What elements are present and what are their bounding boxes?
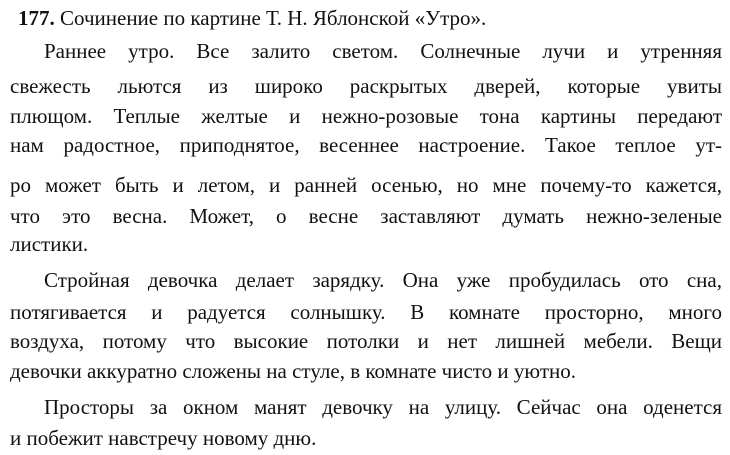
exercise-number: 177. — [18, 6, 55, 30]
paragraph-line: плющом. Теплые желтые и нежно-розовые тона картины передают — [10, 104, 722, 128]
paragraph-line: девочки аккуратно сложены на стуле, в комнате чисто и уютно. — [10, 359, 576, 383]
paragraph-line: воздуха, потому что высокие потолки и нет лишней мебели. Вещи — [10, 329, 722, 353]
paragraph-line: листики. — [10, 232, 89, 256]
paragraph-line: потягивается и радуется солнышку. В комнате просторно, много — [10, 300, 722, 324]
paragraph-line: Просторы за окном манят девочку на улицу. Сейчас она оденется — [44, 395, 722, 419]
exercise-title: Сочинение по картине Т. Н. Яблонской «Утро». — [60, 6, 487, 30]
paragraph-line: нам радостное, приподнятое, весеннее настроение. Такое теплое ут- — [10, 133, 722, 157]
paragraph-line: что это весна. Может, о весне заставляют думать нежно-зеленые — [10, 204, 722, 228]
paragraph-line: и побежит навстречу новому дню. — [10, 426, 317, 450]
paragraph-line: ро может быть и летом, и ранней осенью, но мне почему-то кажется, — [10, 173, 722, 197]
paragraph-line: Раннее утро. Все залито светом. Солнечные лучи и утренняя — [44, 39, 722, 63]
paragraph-line: Стройная девочка делает зарядку. Она уже пробудилась ото сна, — [44, 268, 722, 292]
paragraph-line: свежесть льются из широко раскрытых дверей, которые увиты — [10, 74, 722, 98]
exercise-heading — [18, 4, 718, 33]
